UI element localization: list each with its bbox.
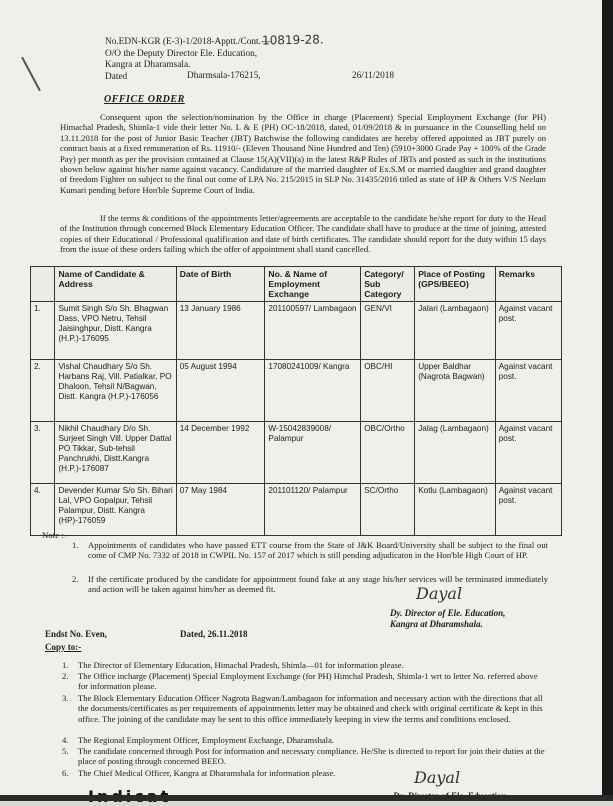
cell-exchange: 201101120/ Palampur bbox=[265, 484, 361, 536]
header-dob: Date of Birth bbox=[176, 267, 265, 302]
copy-text: The Chief Medical Officer, Kangra at Dharamshala for information please. bbox=[78, 768, 336, 778]
note-number: 1. bbox=[72, 540, 79, 550]
copy-number: 2. bbox=[62, 671, 69, 681]
copy-number: 1. bbox=[62, 660, 69, 670]
dated-label: Dated bbox=[105, 71, 128, 82]
cell-name-address: Nikhil Chaudhary D/o Sh. Surjeet Singh Vill. Upper Dattal PO Tikkar, Sub-tehsil Panchrukhi, Distt.Kangra (H.P.)-176087 bbox=[55, 422, 176, 484]
copy-text: The Office incharge (Placement) Special Employment Exchange (for PH) Himchal Pradesh, Shimla-1 wrt to letter No. referred above for information please. bbox=[78, 671, 538, 692]
copy-text: The Block Elementary Education Officer Nagrota Bagwan/Lambagaon for information and necessary action with the directions that all the documents/certificates as per requirements of appointments letter may be obtained and check with original certificate & kept in this office. The joining of the candidate may be sent to this office immediately keeping in view the terms and conditions enclosed. bbox=[78, 693, 543, 724]
cell-name-address: Vishal Chaudhary S/o Sh. Harbans Raj, Vill. Patialkar, PO Dhaloon, Tehsil N/Bagwan, Distt. Kangra (H.P.)-176056 bbox=[55, 360, 176, 422]
table-row bbox=[31, 422, 562, 484]
cell-remarks: Against vacant post. bbox=[495, 484, 561, 536]
scan-edge-bottom bbox=[0, 795, 613, 801]
letter-date: 26/11/2018 bbox=[352, 71, 395, 81]
table-row bbox=[31, 302, 562, 360]
cell-category: SC/Ortho bbox=[361, 484, 415, 536]
cell-dob: 07 May 1984 bbox=[176, 484, 265, 536]
cell-serial: 1. bbox=[31, 302, 55, 360]
table-row bbox=[31, 360, 562, 422]
paragraph-terms: If the terms & conditions of the appointments letter/agreements are acceptable to the candidate he/she report for duty to the Head of the Institution through concerned Block Elementary Education Officer. The candidate shall have to produce at the time of joining, attested copies of their Educational / Professional qualification and date of birth certificates. The candidate should report for the duty within 15 days from the issue of these orders failing which the offer of appointment shall stand cancelled. bbox=[60, 213, 546, 255]
signature-place: Kangra at Dharamshala. bbox=[390, 619, 483, 629]
table-header-row bbox=[31, 267, 562, 302]
note-text: Appointments of candidates who have passed ETT course from the State of J&K Board/University shall be subject to the final out come of CMP No. 7332 of 2018 in CWPIL No. 157 of 2017 which is still pending adjudicaton in the Hon'ble High Court of HP. bbox=[88, 540, 548, 561]
copy-item bbox=[62, 671, 548, 692]
header-category: Category/ Sub Category bbox=[361, 267, 415, 302]
cell-remarks: Against vacant post. bbox=[495, 302, 561, 360]
copy-item bbox=[62, 735, 548, 745]
signature-block bbox=[390, 608, 505, 630]
copy-to-label: Copy to:- bbox=[45, 642, 82, 652]
table-row bbox=[31, 484, 562, 536]
cell-name-address: Sumit Singh S/o Sh. Bhagwan Dass, VPO Netru, Tehsil Jaisinghpur, Distt. Kangra (H.P.)-176095 bbox=[55, 302, 176, 360]
cell-dob: 14 December 1992 bbox=[176, 422, 265, 484]
note-label: Note :- bbox=[42, 530, 67, 540]
cell-remarks: Against vacant post. bbox=[495, 360, 561, 422]
copy-number: 4. bbox=[62, 735, 69, 745]
cell-remarks: Against vacant post. bbox=[495, 422, 561, 484]
header-serial bbox=[31, 267, 55, 302]
note-number: 2. bbox=[72, 574, 79, 584]
dated-place: Dharmsala-176215, bbox=[187, 71, 261, 81]
copy-number: 5. bbox=[62, 746, 69, 756]
copy-item bbox=[62, 746, 548, 767]
cell-posting: Upper Baldhar (Nagrota Bagwan) bbox=[415, 360, 496, 422]
copy-text: The Director of Elementary Education, Himachal Pradesh, Shimla—01 for information please. bbox=[78, 660, 404, 670]
note-item bbox=[72, 574, 548, 595]
handwritten-dispatch-number: 10819-28. bbox=[261, 32, 324, 48]
cell-posting: Kotlu (Lambagaon) bbox=[415, 484, 496, 536]
copy-number: 6. bbox=[62, 768, 69, 778]
signature-scribble: Dayal bbox=[416, 584, 463, 603]
note-text: If the certificate produced by the candidate for appointment found fake at any stage his/her services will be terminated immediately and action will be taken against him/her as deemed fit. bbox=[88, 574, 548, 595]
header-posting: Place of Posting (GPS/BEEO) bbox=[415, 267, 496, 302]
cell-exchange: 17080241009/ Kangra bbox=[265, 360, 361, 422]
scan-edge-right bbox=[602, 0, 613, 801]
copy-item bbox=[62, 693, 548, 724]
cell-posting: Jalari (Lambagaon) bbox=[415, 302, 496, 360]
cell-name-address: Devender Kumar S/o Sh. Bihari Lal, VPO Gopalpur, Tehsil Palampur, Distt. Kangra (HP)-176059 bbox=[55, 484, 176, 536]
cell-serial: 3. bbox=[31, 422, 55, 484]
signature-scribble: Dayal bbox=[414, 768, 461, 787]
pen-mark bbox=[21, 57, 41, 91]
header-exchange: No. & Name of Employment Exchange bbox=[265, 267, 361, 302]
copy-number: 3. bbox=[62, 693, 69, 703]
endorsement-number: Endst No. Even, bbox=[45, 629, 108, 639]
header-remarks: Remarks bbox=[495, 267, 561, 302]
copy-item bbox=[62, 660, 548, 670]
cell-dob: 13 January 1986 bbox=[176, 302, 265, 360]
signature-title: Dy. Director of Ele. Education, bbox=[390, 608, 506, 618]
copy-text: The Regional Employment Officer, Employment Exchange, Dharamshala. bbox=[78, 735, 335, 745]
cell-serial: 4. bbox=[31, 484, 55, 536]
cell-exchange: W-15042839008/ Palampur bbox=[265, 422, 361, 484]
copy-text: The candidate concerned through Post for information and necessary compliance. He/She is directed to report for join their duties at the place of posting through concerned BEEO. bbox=[78, 746, 545, 767]
candidates-table bbox=[30, 266, 562, 536]
copy-item bbox=[62, 768, 548, 778]
cell-serial: 2. bbox=[31, 360, 55, 422]
header-name-address: Name of Candidate & Address bbox=[55, 267, 176, 302]
cell-category: OBC/Ortho bbox=[361, 422, 415, 484]
page-title: OFFICE ORDER bbox=[104, 94, 185, 105]
note-item bbox=[72, 540, 548, 561]
cell-exchange: 201100597/ Lambagaon bbox=[265, 302, 361, 360]
cell-posting: Jalag (Lambagaon) bbox=[415, 422, 496, 484]
paragraph-appointment: Consequent upon the selection/nomination by the Office in charge (Placement) Special Employment Exchange (for PH) Himachal Pradesh, Shimla-1 vide their letter No. L & E (PH) OC-18/2018, dated, 01/09/2018 & in pursuance in the Counselling held on 13.11.2018 for the post of Junior Basic Teacher (JBT) Batchwise the following candidates are hereby offered appointed as JBT purely on contract basis at a fixed remuneration of Rs. 11910/- (Eleven Thousand Nine Hundred and Ten) (5910+3000 Grade Pay + 100% of the Grade Pay) per month as per the provision contained at Clause 15(A)(VII)(a) in the latest R&P Rules of JBTs and posted as such in the institutions shown below against his/her name against vacancy. Candidature of the married daughter of Ex.S.M or married daughter and grand daughter of freedom Fighter on subject to the final out come of LPA No. 215/2015 in SLP No. 31435/2016 titled as state of HP & Others V/S Neelam Kumari pending before Hon'ble Supreme Court of India. bbox=[60, 112, 546, 195]
cell-category: GEN/VI bbox=[361, 302, 415, 360]
office-name: O/O the Deputy Director Ele. Education, bbox=[105, 48, 258, 59]
cell-dob: 05 August 1994 bbox=[176, 360, 265, 422]
office-place: Kangra at Dharamsala. bbox=[105, 60, 191, 70]
cell-category: OBC/HI bbox=[361, 360, 415, 422]
reference-number: No.EDN-KGR (E-3)-1/2018-Apptt./Cont.--- bbox=[105, 37, 271, 47]
endorsement-date: Dated, 26.11.2018 bbox=[180, 629, 248, 639]
